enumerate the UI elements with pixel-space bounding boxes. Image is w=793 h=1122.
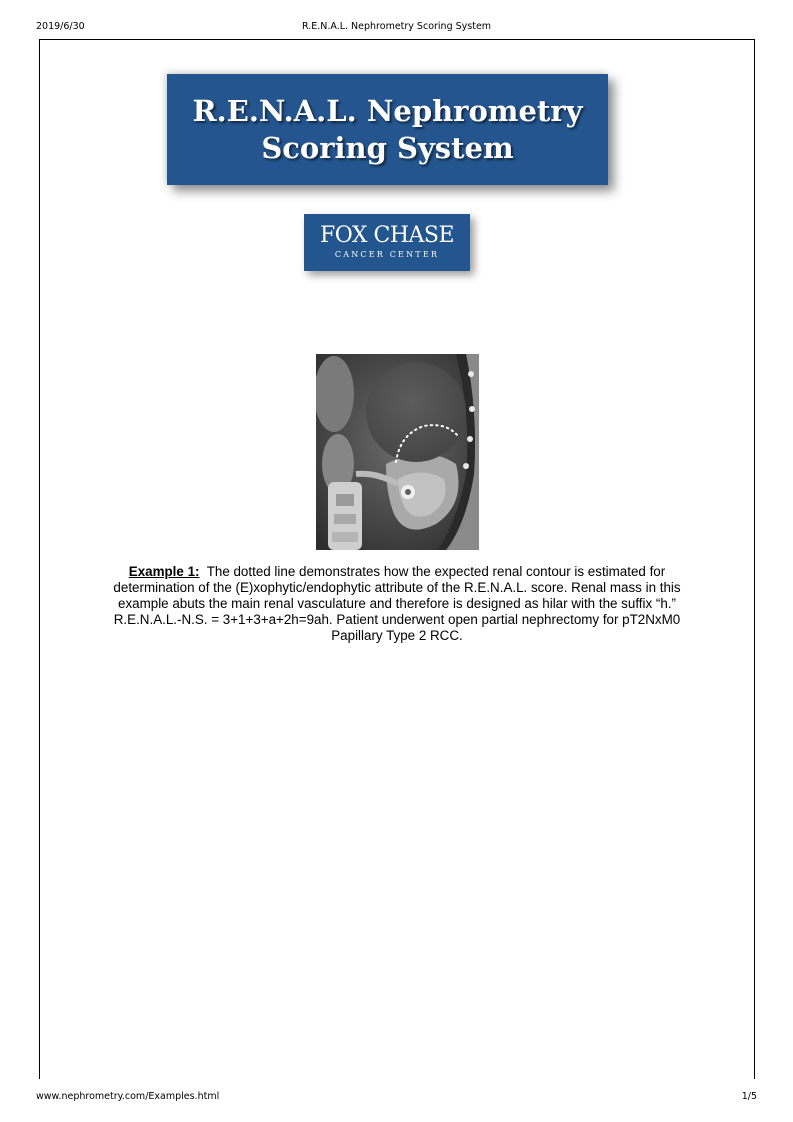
caption-line-2: determination of the (E)xophytic/endophytic attribute of the R.E.N.A.L. score. Renal mass in this <box>113 580 681 595</box>
logo-name: FOX CHASE <box>319 223 455 248</box>
footer-url: www.nephrometry.com/Examples.html <box>36 1091 220 1102</box>
print-date: 2019/6/30 <box>36 21 85 32</box>
caption-line-5: Papillary Type 2 RCC. <box>331 628 463 643</box>
caption-line-3: example abuts the main renal vasculature and therefore is designed as hilar with the suffix “h.” <box>118 596 676 611</box>
fox-chase-logo <box>304 214 470 271</box>
page-number: 1/5 <box>741 1091 757 1102</box>
ct-scan-image <box>316 354 479 550</box>
banner-line-1: R.E.N.A.L. Nephrometry <box>192 93 583 128</box>
caption-line-4: R.E.N.A.L.-N.S. = 3+1+3+a+2h=9ah. Patient underwent open partial nephrectomy for pT2NxM0 <box>113 612 681 627</box>
print-title: R.E.N.A.L. Nephrometry Scoring System <box>301 21 492 32</box>
title-banner <box>167 74 608 185</box>
print-header <box>36 21 757 33</box>
caption-line-1: Example 1: The dotted line demonstrates how the expected renal contour is estimated for <box>128 564 666 579</box>
logo-subtitle: CANCER CENTER <box>334 250 440 259</box>
page-frame <box>39 39 755 1079</box>
print-footer <box>36 1091 757 1103</box>
caption-label: Example 1: <box>128 564 200 579</box>
banner-line-2: Scoring System <box>261 130 514 165</box>
figure-caption <box>70 564 724 644</box>
